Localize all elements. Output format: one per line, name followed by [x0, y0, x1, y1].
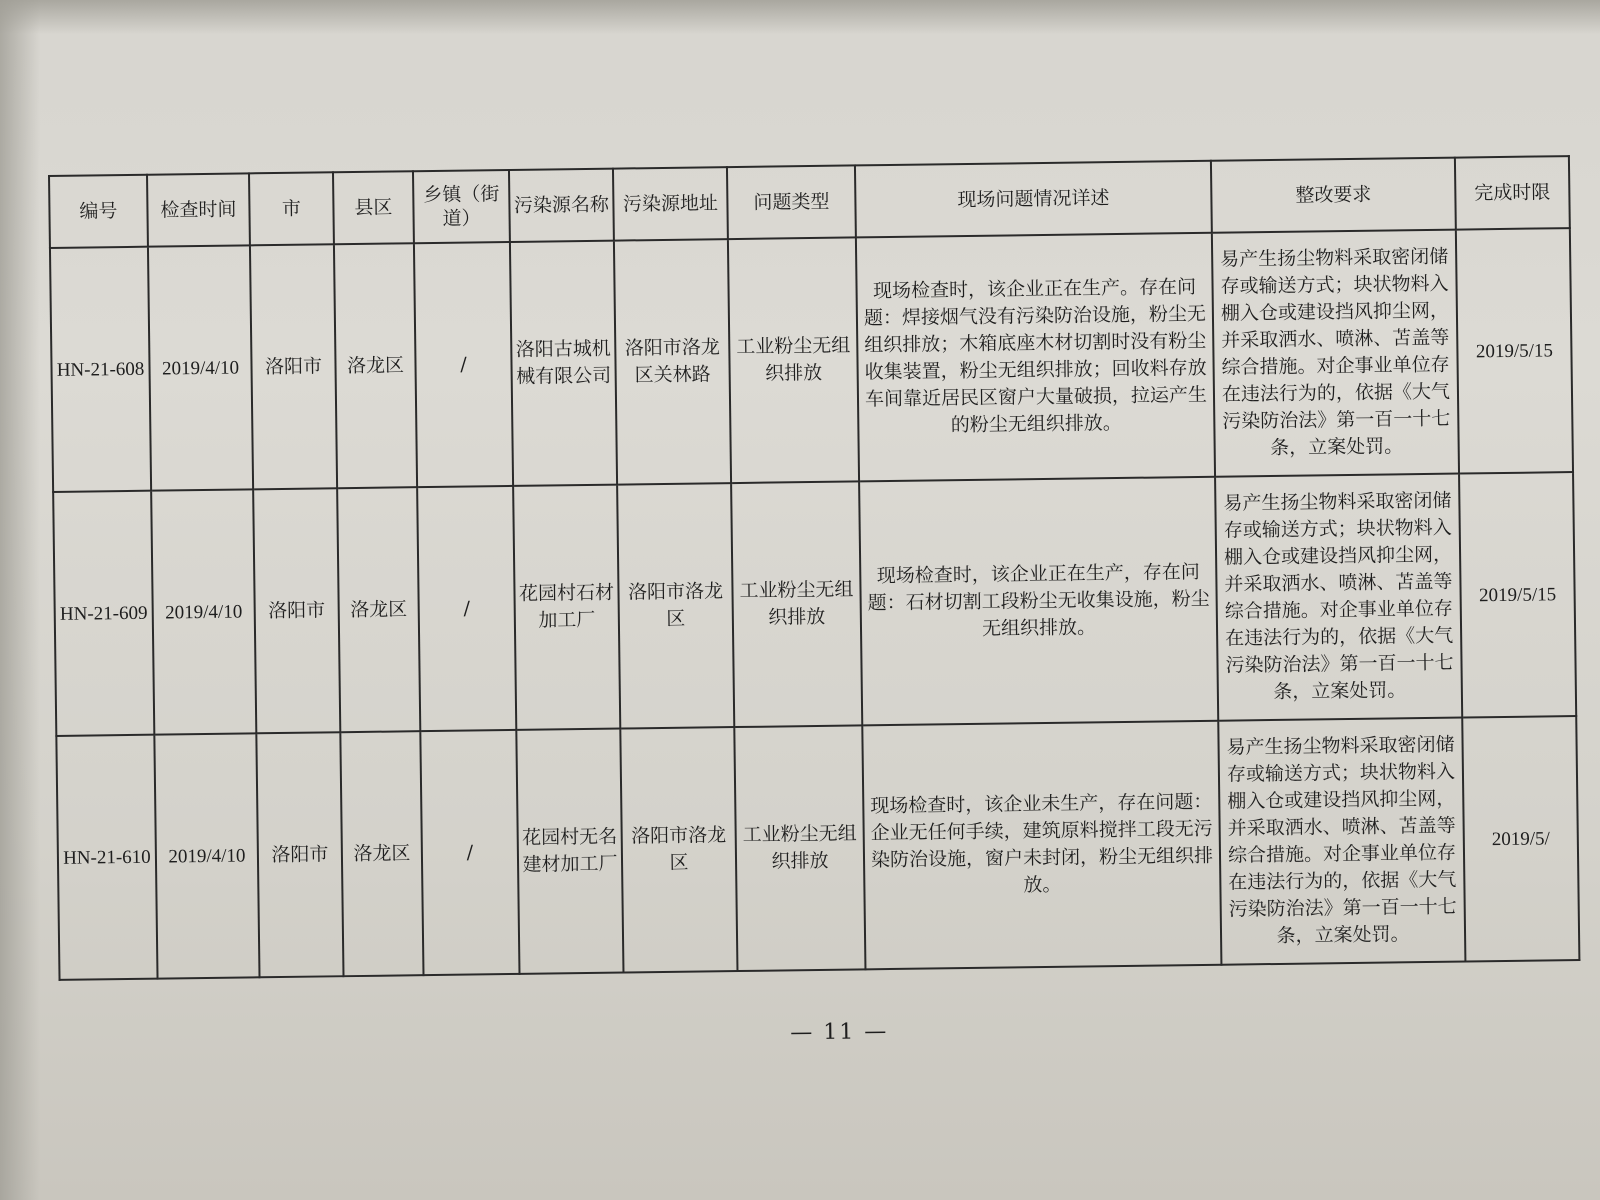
cell-problem-type: 工业粉尘无组织排放	[731, 481, 862, 727]
cell-deadline: 2019/5/	[1462, 716, 1579, 961]
header-requirement: 整改要求	[1211, 158, 1456, 233]
cell-id: HN-21-609	[53, 491, 154, 736]
cell-deadline: 2019/5/15	[1459, 472, 1576, 717]
cell-source-address: 洛阳市洛龙区	[617, 483, 734, 728]
header-city: 市	[249, 172, 334, 245]
cell-date: 2019/4/10	[148, 245, 253, 490]
table-row	[50, 228, 1573, 492]
cell-detail: 现场检查时，该企业未生产，存在问题：企业无任何手续，建筑原料搅拌工段无污染防治设施，窗户未封闭，粉尘无组织排放。	[862, 721, 1221, 970]
cell-date: 2019/4/10	[154, 733, 259, 978]
cell-requirement: 易产生扬尘物料采取密闭储存或输送方式；块状物料入棚入仓或建设挡风抑尘网，并采取洒水、喷淋、苫盖等综合措施。对企事业单位存在违法行为的，依据《大气污染防治法》第一百一十七条，立案处罚。	[1212, 230, 1459, 477]
cell-source-address: 洛阳市洛龙区关林路	[614, 239, 731, 484]
cell-id: HN-21-608	[50, 247, 151, 492]
cell-source-address: 洛阳市洛龙区	[620, 727, 737, 972]
header-district: 县区	[333, 171, 414, 244]
header-problem-type: 问题类型	[727, 165, 856, 239]
cell-requirement: 易产生扬尘物料采取密闭储存或输送方式；块状物料入棚入仓或建设挡风抑尘网，并采取洒水、喷淋、苫盖等综合措施。对企事业单位存在违法行为的，依据《大气污染防治法》第一百一十七条，立案处罚。	[1215, 474, 1462, 721]
document-page	[48, 155, 1600, 1046]
cell-deadline: 2019/5/15	[1456, 228, 1573, 473]
header-id: 编号	[49, 175, 148, 248]
cell-source-name: 洛阳古城机械有限公司	[510, 241, 617, 486]
header-town: 乡镇（街道）	[413, 170, 510, 243]
header-source-address: 污染源地址	[613, 167, 728, 240]
page-number: — 11 —	[790, 1019, 889, 1046]
cell-problem-type: 工业粉尘无组织排放	[734, 725, 865, 971]
cell-town: /	[420, 730, 519, 975]
header-detail: 现场问题情况详述	[855, 161, 1212, 238]
cell-town: /	[414, 242, 513, 487]
left-shadow	[0, 0, 40, 1200]
table-row	[56, 716, 1579, 980]
cell-district: 洛龙区	[334, 243, 417, 488]
cell-town: /	[417, 486, 516, 731]
top-shadow	[0, 0, 1600, 34]
cell-problem-type: 工业粉尘无组织排放	[728, 237, 859, 483]
header-source-name: 污染源名称	[509, 169, 614, 242]
cell-date: 2019/4/10	[151, 489, 256, 734]
cell-id: HN-21-610	[56, 735, 157, 980]
cell-city: 洛阳市	[253, 488, 340, 733]
inspection-table	[48, 155, 1580, 981]
cell-city: 洛阳市	[256, 732, 343, 977]
cell-detail: 现场检查时，该企业正在生产，存在问题：石材切割工段粉尘无收集设施，粉尘无组织排放。	[859, 477, 1218, 726]
cell-source-name: 花园村无名建材加工厂	[516, 729, 623, 974]
cell-city: 洛阳市	[250, 244, 337, 489]
header-inspect-time: 检查时间	[147, 173, 250, 246]
cell-detail: 现场检查时，该企业正在生产。存在问题：焊接烟气没有污染防治设施，粉尘无组织排放；木箱底座木材切割时没有粉尘收集装置，粉尘无组织排放；回收料存放车间靠近居民区窗户大量破损，拉运产生的粉尘无组织排放。	[856, 233, 1215, 482]
table-row	[53, 472, 1576, 736]
cell-source-name: 花园村石材加工厂	[513, 485, 620, 730]
cell-requirement: 易产生扬尘物料采取密闭储存或输送方式；块状物料入棚入仓或建设挡风抑尘网，并采取洒水、喷淋、苫盖等综合措施。对企事业单位存在违法行为的，依据《大气污染防治法》第一百一十七条，立案处罚。	[1218, 718, 1465, 965]
header-deadline: 完成时限	[1455, 156, 1570, 229]
cell-district: 洛龙区	[340, 731, 423, 976]
cell-district: 洛龙区	[337, 487, 420, 732]
